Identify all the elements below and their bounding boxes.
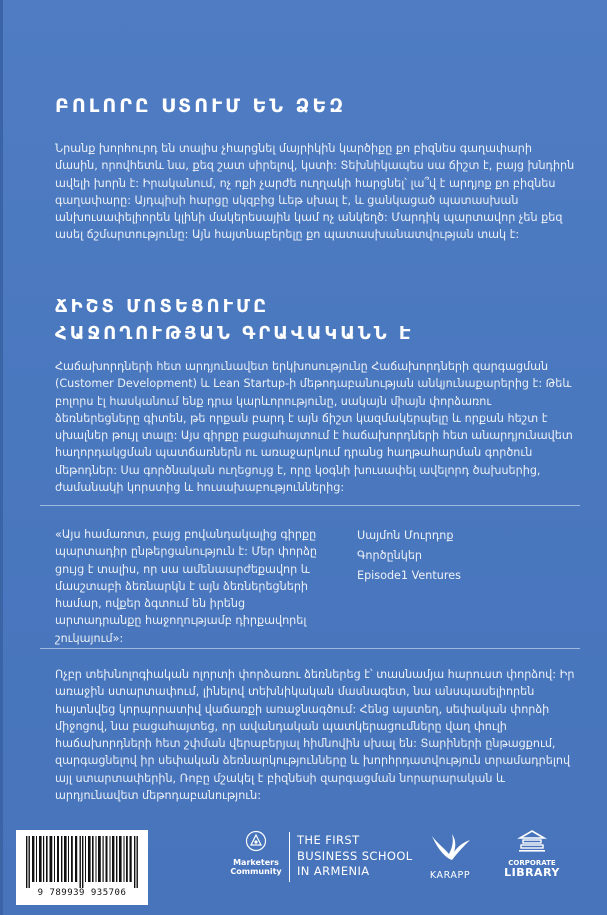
marketers-line2: Community [230, 867, 282, 876]
marketers-community-logo [226, 830, 286, 876]
cover-edge [0, 0, 3, 915]
quote-attribution [357, 526, 557, 586]
isbn-number: 9 789939 935706 [37, 888, 127, 898]
karapp-name: KARAPP [429, 870, 471, 881]
corp-line2: LIBRARY [504, 866, 560, 879]
attribution-name: Սայմոն Մուրդոք [357, 529, 454, 542]
corp-line1: CORPORATE [508, 859, 556, 867]
divider-bottom [40, 648, 580, 649]
library-tower-icon [517, 830, 547, 852]
school-line3: IN ARMENIA [297, 864, 370, 878]
author-paragraph: Ոչբր տեխնոլոգիական ոլորտի փորձառու ձեռներեց է՝ տասնամյա հարուստ փորձով: Իր առաջին ստարտափում, լինելով տեխնիկական մասնագետ, նա անսպասելիորեն հայտնվեց կորպորատիվ վաճառքի առաջնագծում: Հենց այստեղ, սեփական փորձի միջոցով, նա բացահայտեց, որ ավանդական պատկերացումները վաղ փուլի հաճախորդների հետ շփման վերաբերյալ հիմնովին սխալ են: Տարիների ընթացքում, զարգացնելով իր սեփական ձեռնարկությունները և խորհրդատվություն տրամադրելով այլ ստարտափերին, Ռոբը մշակել է բիզնեսի զարգացման նորարարական և արդյունավետ մեթոդաբանություն: [55, 668, 575, 803]
intro-paragraph: Նրանք խորհուրդ են տալիս չհարցնել մայրիկին կարծիքը քո բիզնես գաղափարի մասին, որովհետև նա, քեզ շատ սիրելով, կստի: Տեխնիկապես սա ճիշտ է, բայց խնդիրն ավելի խորն է: Իրականում, ոչ ոքի չարժե ուղղակի հարցնել՝ լա՞վ է արդյոք քո բիզնես գաղափարը: Այդպիսի հարցը սկզբից ևեթ սխալ է, և ցանկացած պատասխան անխուսափելիորեն կլինի մակերեսային կամ ոչ անկեղծ: Մարդիկ պարտավոր չեն քեզ ասել ճշմարտությունը: Այն հայտնաբերելը քո պատասխանատվության տակ է: [55, 142, 575, 242]
mid-heading-line1: ՃԻՇՏ ՄՈՏԵՑՈՒՄԸ [55, 296, 270, 317]
body-paragraph: Հաճախորդների հետ արդյունավետ երկխոսությունը Հաճախորդների զարգացման (Customer Development) և Lean Startup-ի մեթոդաբանության անկյունաքարերից է: Թեև բոլորս էլ հասկանում ենք դրա կարևորությունը, սակայն միայն փորձառու ձեռներեցները գիտեն, թե որքան բարդ է այն ճիշտ կազմակերպելը և որքան հեշտ է սխալներ թույլ տալը: Այս գիրքը բացահայտում է հաճախորդների հետ անարդյունավետ հաղորդակցման պատճառներն ու առաջարկում դրանց հաղթահարման գործուն մեթոդներ: Սա գործնական ուղեցույց է, որը կօգնի խուսափել ավելորդ ծախսերից, ժամանակի կորստից և հուսախաբություններից: [55, 360, 573, 495]
bird-icon [428, 830, 472, 864]
corporate-library-logo [500, 830, 564, 879]
attribution-role: Գործընկեր [357, 549, 423, 562]
marketers-emblem-icon [245, 830, 267, 852]
divider-top [40, 505, 580, 506]
mid-heading [55, 293, 414, 347]
barcode-bars [24, 836, 140, 888]
karapp-logo [420, 830, 480, 881]
school-line1: THE FIRST [297, 833, 360, 847]
mid-heading-line2: ՀԱՋՈՂՈՒԹՅԱՆ ԳՐԱՎԱԿԱՆՆ Է [55, 323, 414, 344]
school-line2: BUSINESS SCHOOL [297, 848, 413, 863]
marketers-line1: Marketers [233, 858, 279, 867]
testimonial-quote: «Այս համառոտ, բայց բովանդակալից գիրքը պարտադիր ընթերցանություն է: Մեր փորձը ցույց է տալիս, որ սա ամենաարժեքավոր և մասշտաբի ձեռնարկն է այն ձեռներեցների համար, ովքեր ձգտում են իրենց արտադրանքը հաջողությամբ դիրքավորել շուկայում»: [55, 528, 318, 645]
school-divider [289, 832, 290, 882]
attribution-company: Episode1 Ventures [357, 569, 461, 582]
top-heading: ԲՈԼՈՐԸ ՍՏՈՒՄ ԵՆ ՁԵԶ [55, 95, 347, 117]
business-school-logo [297, 833, 413, 880]
isbn-barcode [16, 830, 148, 905]
